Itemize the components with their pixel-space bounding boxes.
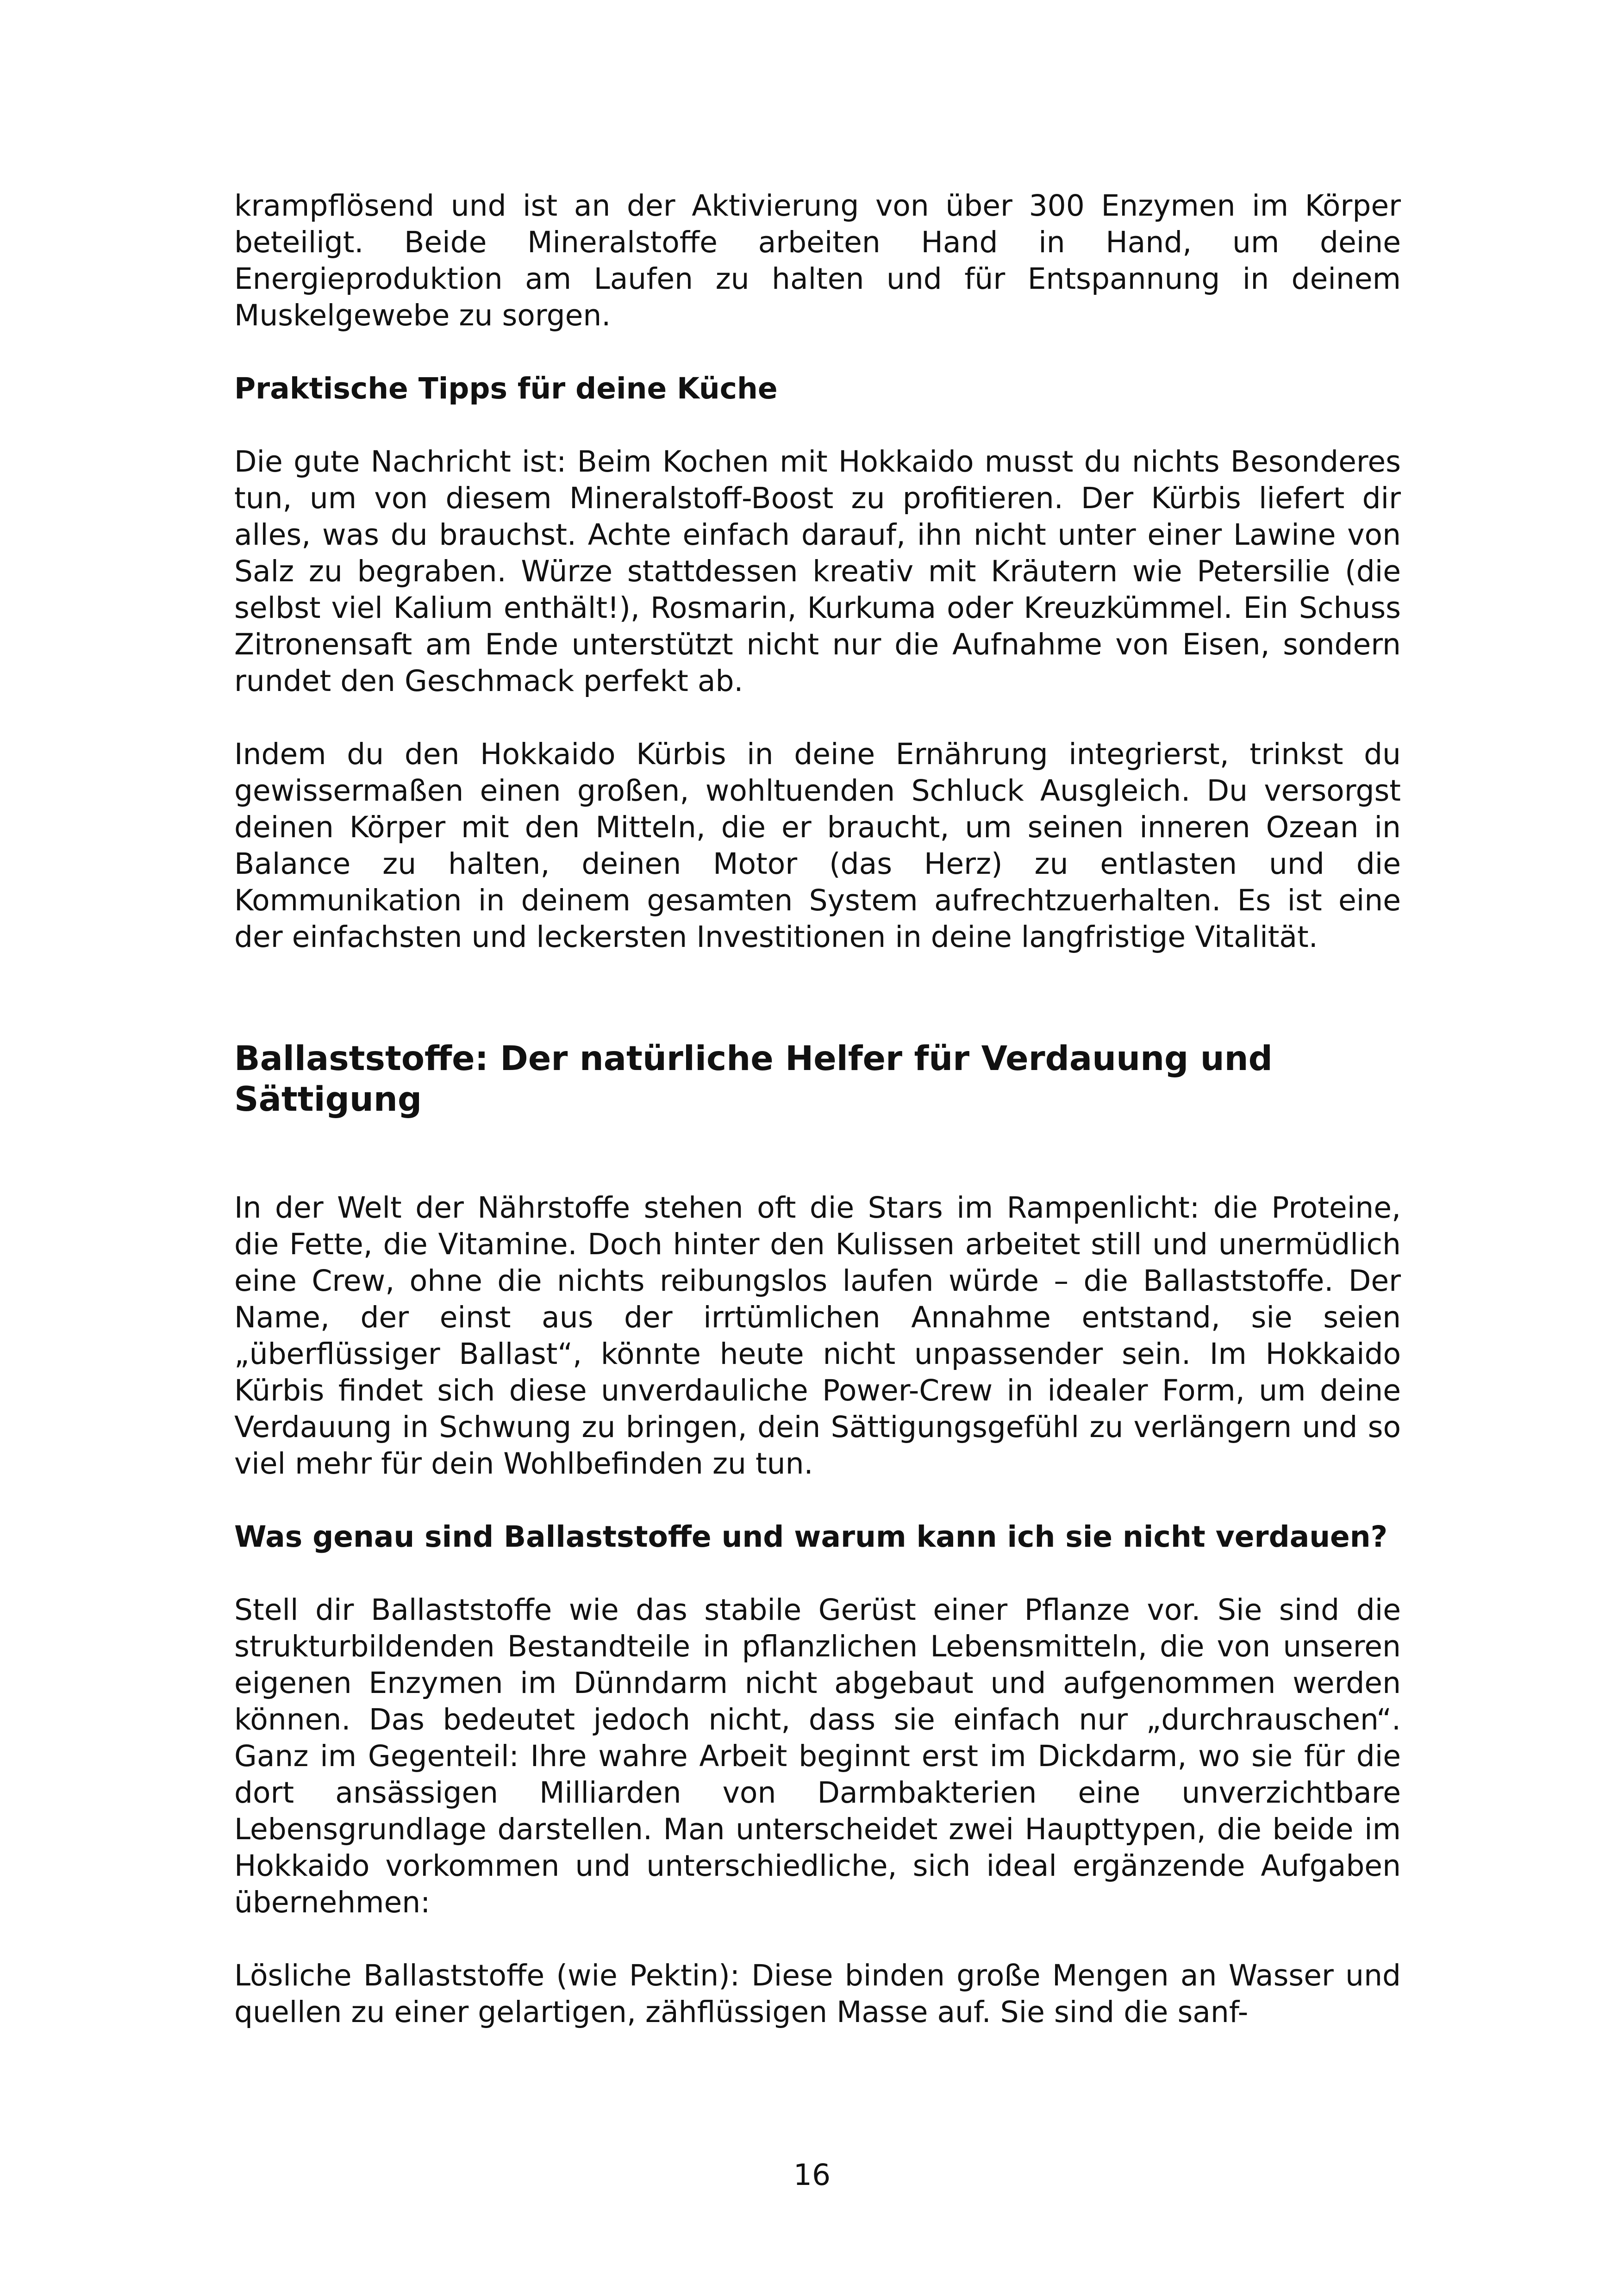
paragraph-kitchen-tips: Die gute Nachricht ist: Beim Kochen mit Hokkaido musst du nichts Besonderes tun, um von diesem Mineralstoff-Boost zu profitieren. Der Kürbis liefert dir alles, was du brauchst. Achte einfach darauf, ihn nicht unter einer Lawine von Salz zu begraben. Würze stattdessen kreativ mit Kräutern wie Petersilie (die selbst viel Kalium enthält!), Rosmarin, Kurkuma oder Kreuzkümmel. Ein Schuss Zitronensaft am Ende unterstützt nicht nur die Aufnahme von Eisen, sondern rundet den Geschmack perfekt ab. (234, 445, 1401, 698)
paragraph-magnesium-end: krampflösend und ist an der Aktivierung von über 300 Enzymen im Körper beteiligt. Beide Mineralstoffe arbeiten Hand in Hand, um deine Energieproduktion am Laufen zu halten und für Entspannung in deinem Muskelgewebe zu sorgen. (234, 189, 1401, 332)
page-body (234, 187, 1401, 2030)
paragraph-fiber-intro: In der Welt der Nährstoffe stehen oft die Stars im Rampenlicht: die Proteine, die Fette, die Vitamine. Doch hinter den Kulissen arbeitet still und unermüdlich eine Crew, ohne die nichts reibungslos laufen würde – die Ballaststoffe. Der Name, der einst aus der irrtümlichen Annahme entstand, sie seien „überflüssiger Ballast“, könnte heute nicht unpassender sein. Im Hokkaido Kürbis findet sich diese unverdauliche Power-Crew in idealer Form, um deine Verdauung in Schwung zu bringen, dein Sättigungsgefühl zu verlängern und so viel mehr für dein Wohlbefinden zu tun. (234, 1191, 1401, 1481)
paragraph-balance: Indem du den Hokkaido Kürbis in deine Ernährung integrierst, trinkst du gewissermaßen einen großen, wohltuenden Schluck Ausgleich. Du versorgst deinen Körper mit den Mitteln, die er braucht, um seinen inneren Ozean in Balance zu halten, deinen Motor (das Herz) zu entlasten und die Kommunikation in deinem gesamten System aufrechtzuerhalten. Es ist eine der einfachsten und leckersten Investitionen in deine langfristige Vitalität. (234, 737, 1401, 954)
subheading-kitchen-tips: Praktische Tipps für deine Küche (234, 372, 778, 405)
paragraph-soluble-fiber: Lösliche Ballaststoffe (wie Pektin): Diese binden große Mengen an Wasser und quellen zu einer gelartigen, zähflüssigen Masse auf. Sie sind die sanf- (234, 1959, 1401, 2029)
page-number: 16 (793, 2158, 831, 2192)
subheading-what-is-fiber: Was genau sind Ballaststoffe und warum kann ich sie nicht verdauen? (234, 1520, 1388, 1554)
paragraph-fiber-explained: Stell dir Ballaststoffe wie das stabile Gerüst einer Pflanze vor. Sie sind die strukturbildenden Bestandteile in pflanzlichen Lebensmitteln, die von unseren eigenen Enzymen im Dünndarm nicht abgebaut und aufgenommen werden können. Das bedeutet jedoch nicht, dass sie einfach nur „durchrauschen“. Ganz im Gegenteil: Ihre wahre Arbeit beginnt erst im Dickdarm, wo sie für die dort ansässigen Milliarden von Darmbakterien eine unverzichtbare Lebensgrundlage darstellen. Man unterscheidet zwei Haupttypen, die beide im Hokkaido vorkommen und unterschiedliche, sich ideal ergänzende Aufgaben übernehmen: (234, 1593, 1401, 1919)
section-heading-fiber: Ballaststoffe: Der natürliche Helfer für Verdauung und Sättigung (234, 1039, 1273, 1119)
